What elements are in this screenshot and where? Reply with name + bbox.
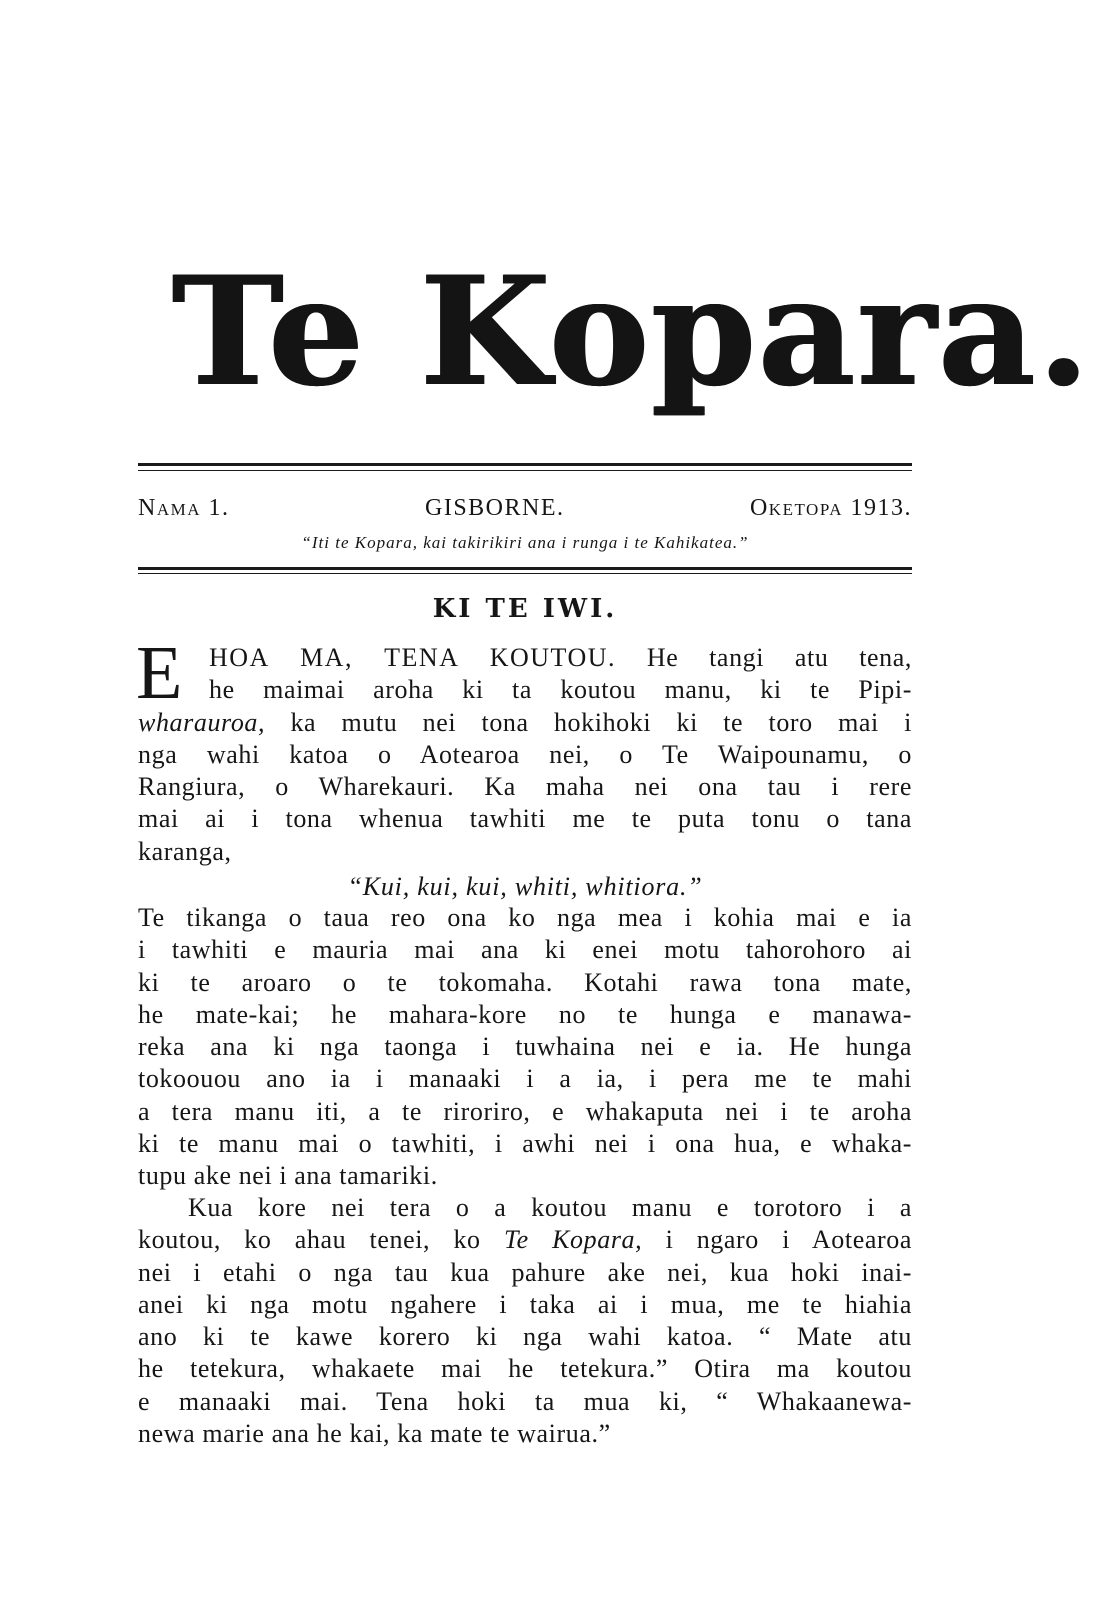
paragraph-line (138, 1224, 912, 1256)
paragraph-1 (136, 631, 913, 868)
paragraph-line: Rangiura, o Wharekauri. Ka maha nei ona tau i rere (138, 772, 912, 802)
paragraph-2 (138, 902, 912, 1193)
paragraph-line: tupu ake nei i ana tamariki. (138, 1161, 438, 1191)
paragraph-line: a tera manu iti, a te riroriro, e whakaputa nei i te aroha (138, 1096, 912, 1126)
paragraph-line: reka ana ki nga taonga i tuwhaina nei e ia. He hunga (138, 1032, 912, 1062)
paragraph-line: he maimai aroha ki ta koutou manu, ki te Pipi- (209, 675, 912, 705)
dateline (138, 495, 912, 529)
header-rule-bottom-thin (138, 573, 912, 574)
paragraph-line: nei i etahi o nga tau kua pahure ake nei, kua hoki inai- (138, 1257, 912, 1287)
publication-date: Oketopa 1913. (749, 495, 912, 521)
line-text: koutou, ko ahau tenei, ko (138, 1225, 481, 1255)
motto: “Iti te Kopara, kai takirikiri ana i runga i te Kahikatea.” (301, 533, 749, 552)
paragraph-line: ki te aroaro o te tokomaha. Kotahi rawa tona mate, (138, 967, 912, 997)
paragraph-line: anei ki nga motu ngahere i taka ai i mua, me te hiahia (138, 1289, 912, 1319)
salutation: HOA MA, TENA KOUTOU. (209, 643, 617, 672)
italic-word: wharauroa, (138, 707, 266, 737)
paragraph-line: mai ai i tona whenua tawhiti me te puta tonu o tana (138, 804, 912, 834)
paragraph-line (138, 707, 912, 739)
drop-cap: E (136, 631, 183, 715)
paragraph-line: he tetekura, whakaete mai he tetekura.” Otira ma koutou (138, 1354, 912, 1384)
paragraph-line: karanga, (138, 836, 232, 866)
italic-title: Te Kopara, (503, 1225, 643, 1255)
paragraph-line: Kua kore nei tera o a koutou manu e torotoro i a (188, 1193, 912, 1222)
paragraph-line: e manaaki mai. Tena hoki ta mua ki, “ Whakaanewa- (138, 1386, 912, 1416)
paragraph-line: tokoouou ano ia i manaaki i a ia, i pera me te mahi (138, 1064, 912, 1094)
line-text: i ngaro i Aotearoa (665, 1225, 912, 1255)
line-text: He tangi atu tena, (646, 643, 913, 672)
header-rule-bottom-thick (138, 567, 912, 570)
paragraph-line: nga wahi katoa o Aotearoa nei, o Te Waipounamu, o (138, 739, 912, 769)
publication-place: GISBORNE. (425, 495, 565, 521)
article-heading: KI TE IWI. (432, 594, 618, 624)
paragraph-line (138, 642, 912, 674)
bird-call-quote: “Kui, kui, kui, whiti, whitiora.” (347, 872, 703, 901)
paragraph-line: newa marie ana he kai, ka mate te wairua.” (138, 1419, 611, 1449)
masthead-title: Te Kopara. (172, 244, 1092, 420)
paragraph-line: he mate-kai; he mahara-kore no te hunga e manawa- (138, 999, 912, 1029)
header-rule-top-thick (138, 463, 912, 466)
paragraph-line: Te tikanga o taua reo ona ko nga mea i kohia mai e ia (138, 903, 912, 932)
header-rule-top-thin (138, 470, 912, 471)
line-text: ka mutu nei tona hokihoki ki te toro mai i (290, 707, 912, 737)
paragraph-line: ano ki te kawe korero ki nga wahi katoa. “ Mate atu (138, 1322, 912, 1352)
paragraph-line: ki te manu mai o tawhiti, i awhi nei i ona hua, e whaka- (138, 1129, 912, 1159)
paragraph-3 (138, 1192, 912, 1450)
paragraph-line: i tawhiti e mauria mai ana ki enei motu tahorohoro ai (138, 935, 912, 965)
issue-number: Nama 1. (138, 495, 230, 521)
